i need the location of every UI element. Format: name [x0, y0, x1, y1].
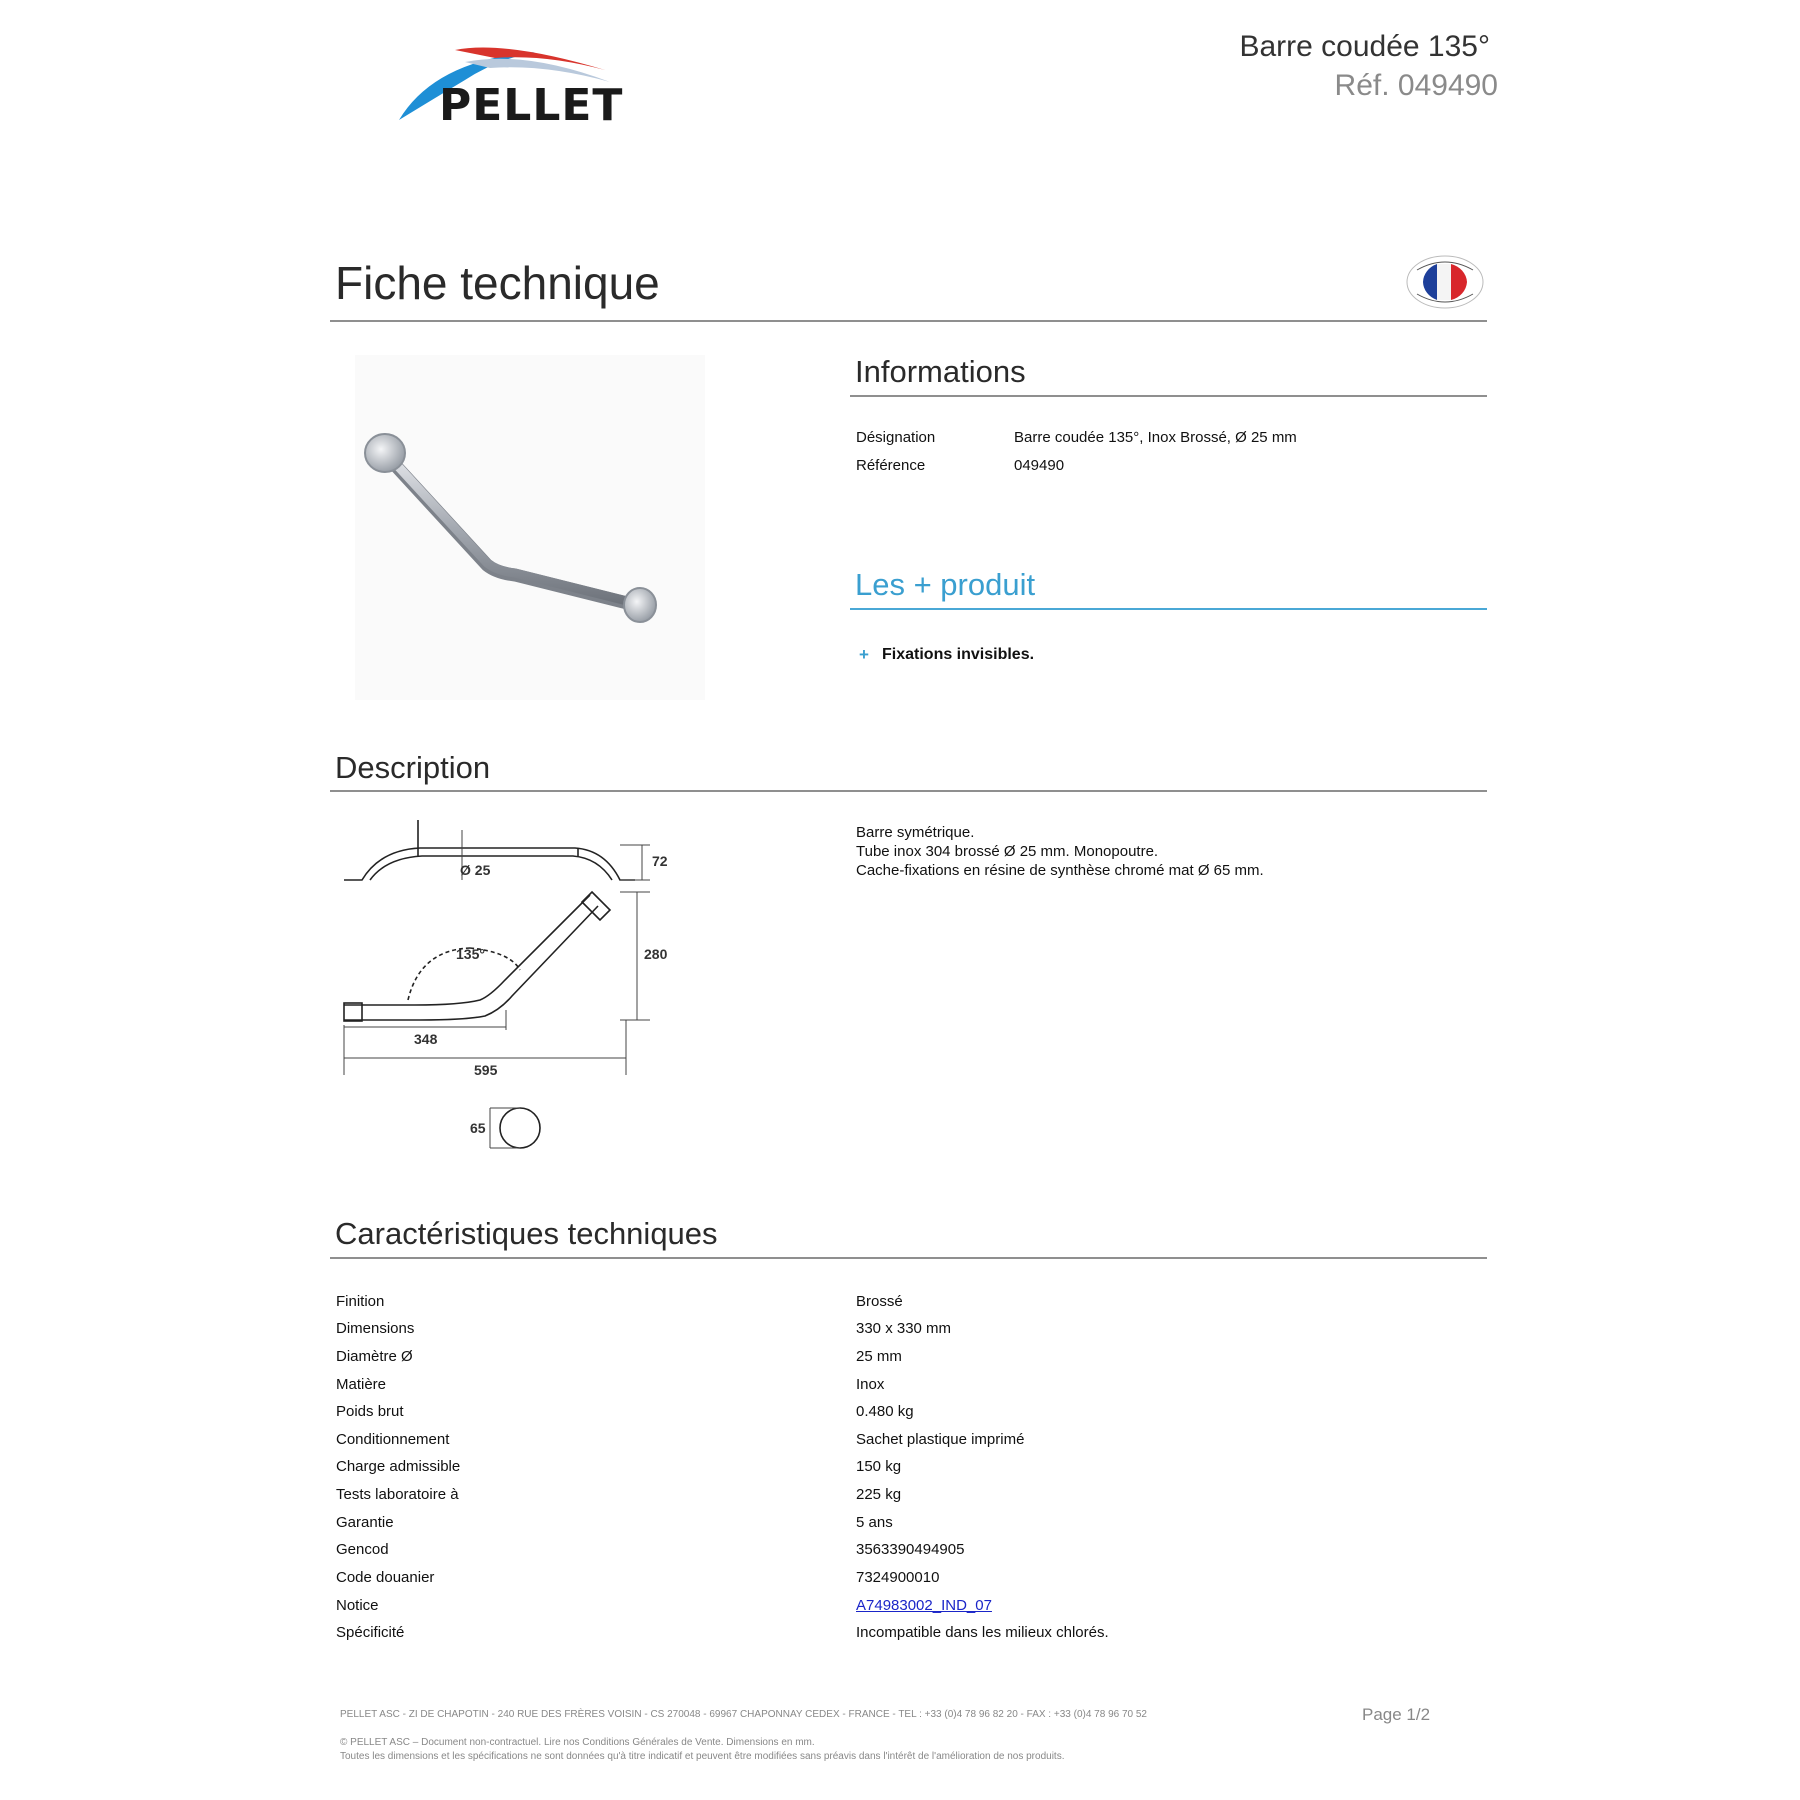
spec-row-code-douanier [336, 1569, 1486, 1589]
info-label-designation: Désignation [856, 429, 936, 446]
spec-value: Sachet plastique imprimé [856, 1431, 1025, 1448]
technical-drawing [330, 820, 700, 1160]
spec-value: Incompatible dans les milieux chlorés. [856, 1624, 1109, 1641]
informations-rule [850, 395, 1487, 397]
info-value-designation: Barre coudée 135°, Inox Brossé, Ø 25 mm [1014, 429, 1297, 446]
product-photo [355, 355, 705, 700]
description-line: Tube inox 304 brossé Ø 25 mm. Monopoutre. [856, 843, 1159, 860]
spec-row-dimensions [336, 1320, 1486, 1340]
drawing-rosette-label: 65 [470, 1120, 486, 1136]
drawing-short-length-label: 348 [414, 1031, 438, 1047]
spec-row-diametre [336, 1348, 1486, 1368]
dimension-drawing-icon [330, 820, 700, 1160]
spec-label: Diamètre Ø [336, 1348, 413, 1365]
spec-label: Notice [336, 1597, 379, 1614]
page-title: Fiche technique [335, 257, 660, 309]
description-heading: Description [335, 750, 491, 785]
spec-label: Tests laboratoire à [336, 1486, 459, 1503]
notice-link[interactable]: A74983002_IND_07 [856, 1597, 992, 1614]
spec-row-charge [336, 1458, 1486, 1478]
plus-item-text: Fixations invisibles. [882, 646, 1035, 663]
spec-row-specificite [336, 1624, 1486, 1644]
spec-value: 225 kg [856, 1486, 902, 1503]
spec-value: 5 ans [856, 1514, 893, 1531]
spec-label: Poids brut [336, 1403, 404, 1420]
spec-label: Code douanier [336, 1569, 435, 1586]
drawing-diameter-label: Ø 25 [460, 862, 491, 878]
brand-name: PELLET [439, 80, 624, 131]
plus-produit-rule [850, 608, 1487, 610]
footer-legal-2: Toutes les dimensions et les spécifications ne sont données qu'à titre indicatif et peuvent être modifiées sans préavis dans l'intérêt de l'amélioration de nos produits. [340, 1751, 1065, 1762]
spec-row-conditionnement [336, 1431, 1486, 1451]
spec-value: 3563390494905 [856, 1541, 965, 1558]
spec-value: 150 kg [856, 1458, 902, 1475]
footer-address: PELLET ASC - ZI DE CHAPOTIN - 240 RUE DES FRÈRES VOISIN - CS 270048 - 69967 CHAPONNAY CEDEX - FRANCE - TEL : +33 (0)4 78 96 82 20 - FAX : +33 (0)4 78 96 70 52 [340, 1709, 1147, 1720]
footer-legal-1: © PELLET ASC – Document non-contractuel. Lire nos Conditions Générales de Vente. Dimensions en mm. [340, 1737, 815, 1748]
spec-row-tests [336, 1486, 1486, 1506]
spec-label: Garantie [336, 1514, 394, 1531]
informations-heading: Informations [855, 354, 1026, 389]
spec-label: Finition [336, 1293, 385, 1310]
drawing-height-label: 72 [652, 853, 668, 869]
made-in-france-badge [1405, 254, 1485, 310]
info-label-reference: Référence [856, 457, 926, 474]
french-flag-badge-icon [1405, 254, 1485, 310]
product-reference: Réf. 049490 [1334, 69, 1498, 102]
spec-row-gencod [336, 1541, 1486, 1561]
spec-value: 25 mm [856, 1348, 902, 1365]
spec-value: 330 x 330 mm [856, 1320, 952, 1337]
spec-row-finition [336, 1293, 1486, 1313]
spec-value: 0.480 kg [856, 1403, 914, 1420]
description-rule [330, 790, 1487, 792]
title-rule [330, 320, 1487, 322]
description-text [856, 823, 1476, 880]
drawing-total-length-label: 595 [474, 1062, 498, 1078]
spec-label: Gencod [336, 1541, 389, 1558]
spec-value: Brossé [856, 1293, 903, 1310]
product-title: Barre coudée 135° [1239, 30, 1490, 63]
spec-row-garantie [336, 1514, 1486, 1534]
info-value-reference: 049490 [1014, 457, 1065, 474]
spec-label: Spécificité [336, 1624, 405, 1641]
caracteristiques-heading: Caractéristiques techniques [335, 1216, 718, 1251]
description-line: Barre symétrique. [856, 824, 975, 841]
spec-value: 7324900010 [856, 1569, 940, 1586]
drawing-angle-label: 135° [456, 946, 485, 962]
spec-label: Conditionnement [336, 1431, 450, 1448]
spec-label: Matière [336, 1376, 387, 1393]
grab-bar-photo-icon [355, 355, 705, 700]
plus-icon: + [859, 645, 869, 664]
plus-produit-heading: Les + produit [855, 567, 1036, 602]
page-number: Page 1/2 [1362, 1705, 1431, 1724]
spec-label: Dimensions [336, 1320, 415, 1337]
drawing-rise-label: 280 [644, 946, 668, 962]
spec-label: Charge admissible [336, 1458, 461, 1475]
brand-logo [395, 40, 645, 130]
description-line: Cache-fixations en résine de synthèse chromé mat Ø 65 mm. [856, 862, 1264, 879]
spec-row-poids [336, 1403, 1486, 1423]
spec-row-notice [336, 1597, 1486, 1617]
spec-row-matiere [336, 1376, 1486, 1396]
spec-value: Inox [856, 1376, 885, 1393]
caracteristiques-rule [330, 1257, 1487, 1259]
